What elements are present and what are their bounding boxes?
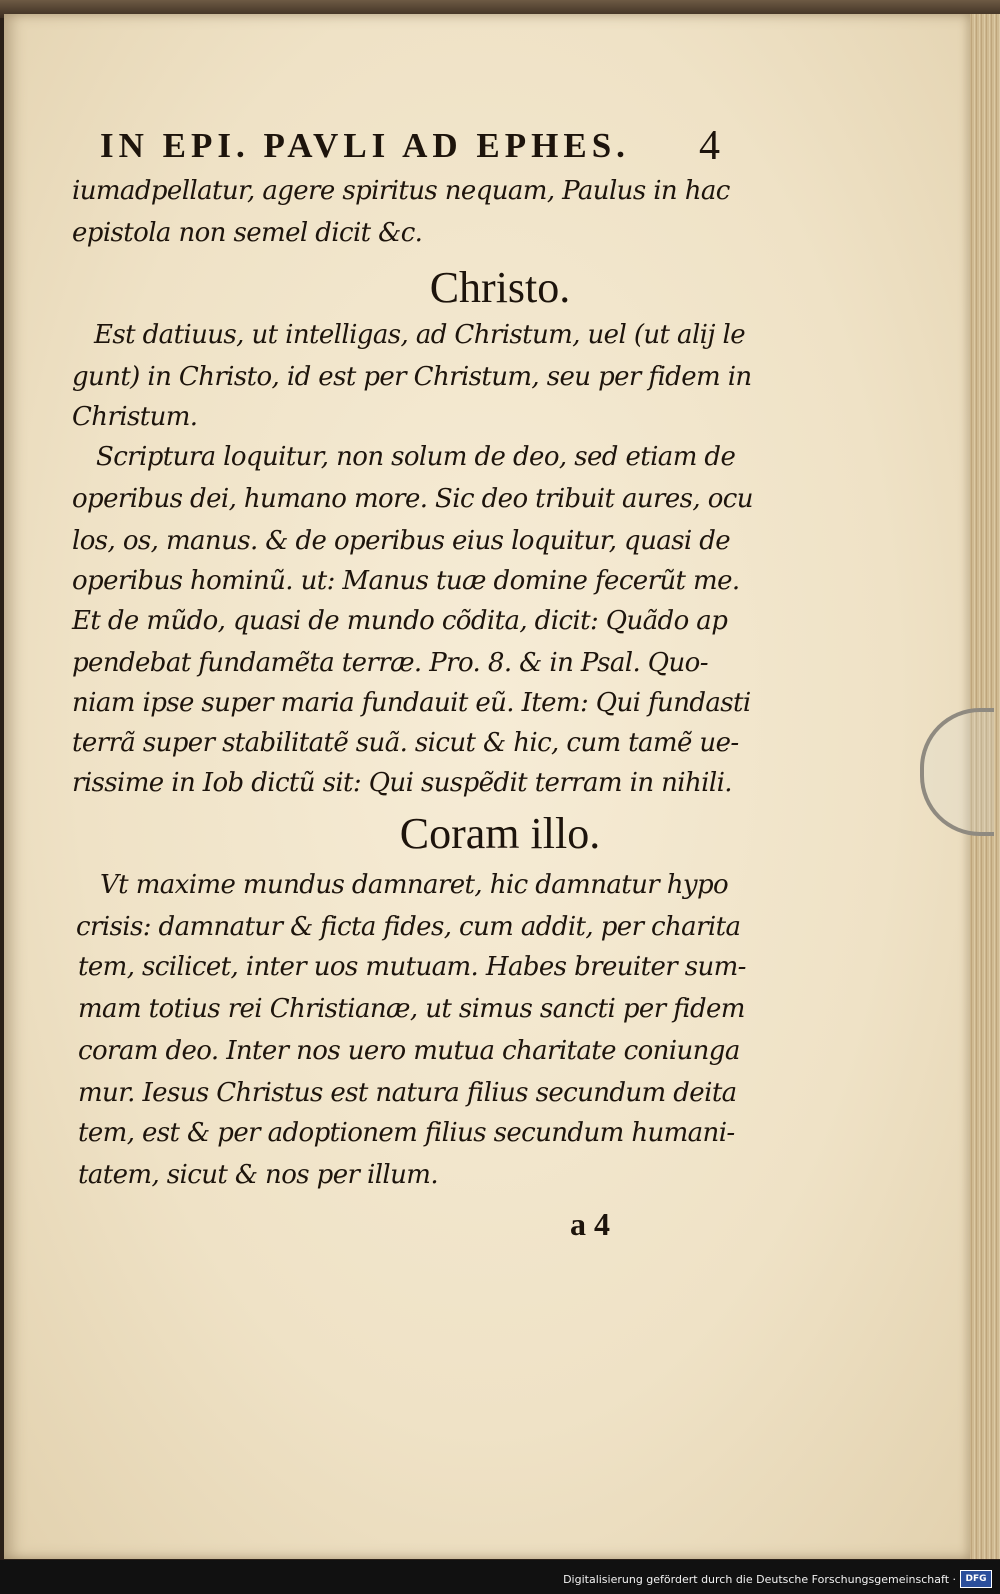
text-line: tem, scilicet, inter uos mutuam. Habes breuiter sum-	[78, 952, 746, 982]
text-line: mam totius rei Christianæ, ut simus sancti per fidem	[78, 994, 745, 1024]
text-line: terrã super stabilitatẽ suã. sicut & hic, cum tamẽ ue-	[72, 728, 739, 758]
text-line: operibus dei, humano more. Sic deo tribuit aures, ocu	[72, 484, 753, 514]
dfg-logo[interactable]: DFG	[960, 1570, 992, 1588]
text-line: operibus hominũ. ut: Manus tuæ domine fecerũt me.	[72, 566, 740, 596]
text-line: pendebat fundamẽta terræ. Pro. 8. & in Psal. Quo-	[72, 648, 708, 678]
text-line: Et de mũdo, quasi de mundo cõdita, dicit: Quãdo ap	[72, 606, 728, 636]
signature-mark: a 4	[570, 1206, 610, 1242]
text-line: rissime in Iob dictũ sit: Qui suspẽdit terram in nihili.	[72, 768, 732, 798]
text-line: crisis: damnatur & ficta fides, cum addit, per charita	[76, 912, 741, 942]
text-line: iumadpellatur, agere spiritus nequam, Paulus in hac	[72, 176, 730, 206]
text-line: epistola non semel dicit &c.	[72, 218, 423, 248]
funding-credit: Digitalisierung gefördert durch die Deutsche Forschungsgemeinschaft ·	[563, 1573, 956, 1586]
text-line: tem, est & per adoptionem filius secundum humani-	[78, 1118, 735, 1148]
footer-bar	[0, 1560, 1000, 1594]
section-heading: Coram illo.	[399, 809, 601, 858]
running-head	[100, 123, 720, 172]
text-line: Christum.	[72, 402, 198, 432]
text-line: niam ipse super maria fundauit eũ. Item: Qui fundasti	[72, 688, 751, 718]
text-line: tatem, sicut & nos per illum.	[78, 1160, 438, 1190]
folio-number: 4	[699, 123, 720, 169]
text-line: los, os, manus. & de operibus eius loquitur, quasi de	[72, 526, 731, 556]
text-line: Est datiuus, ut intelligas, ad Christum, uel (ut alij le	[94, 320, 746, 350]
text-line: coram deo. Inter nos uero mutua charitate coniunga	[78, 1036, 740, 1066]
text-line: Scriptura loquitur, non solum de deo, sed etiam de	[96, 442, 736, 472]
text-line: mur. Iesus Christus est natura filius secundum deita	[78, 1078, 737, 1108]
running-head-title: IN EPI. PAVLI AD EPHES.	[100, 126, 630, 165]
text-line: gunt) in Christo, id est per Christum, seu per fidem in	[72, 362, 752, 392]
section-heading: Christo.	[429, 263, 571, 312]
text-line: Vt maxime mundus damnaret, hic damnatur hypo	[100, 870, 729, 900]
